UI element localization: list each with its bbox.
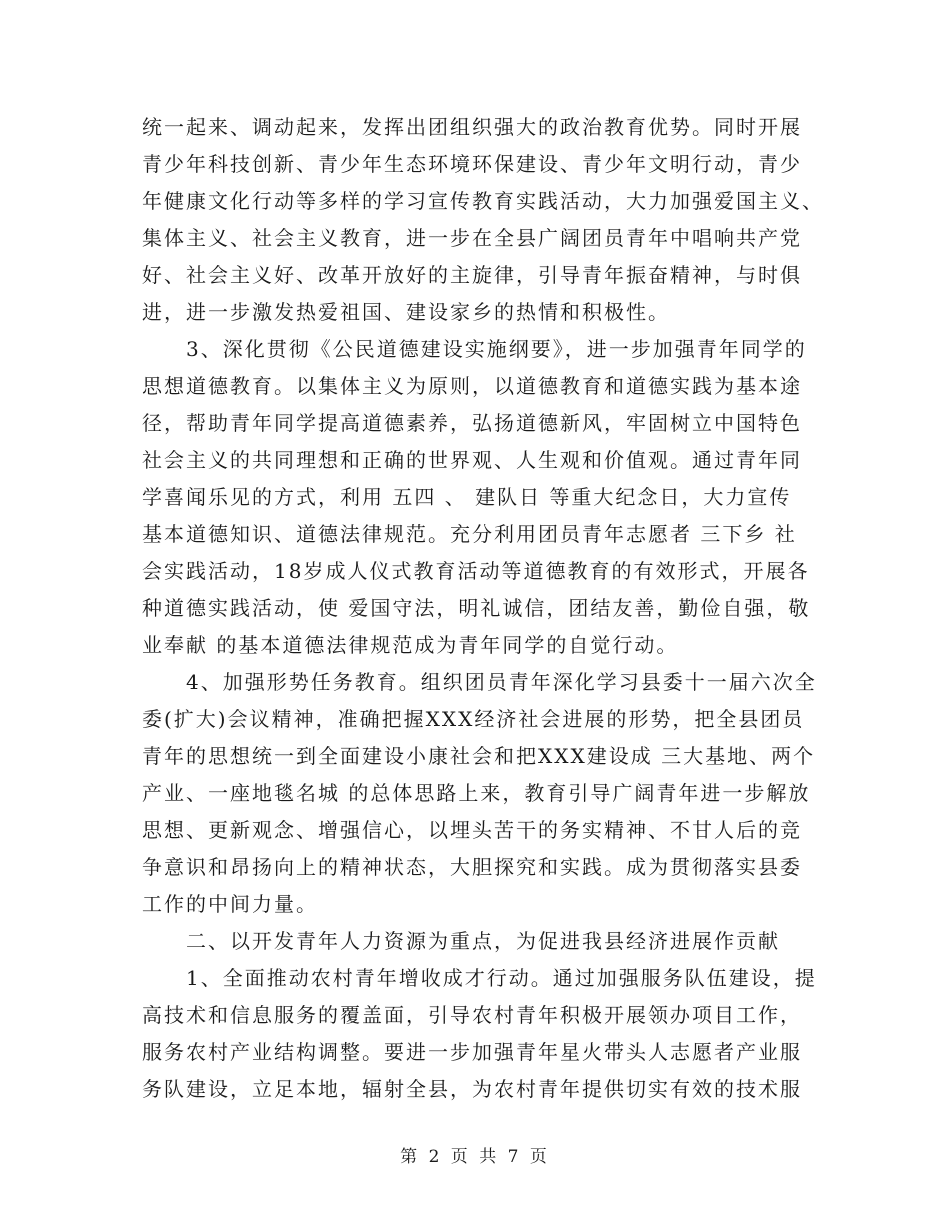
page-number-footer: 第 2 页 共 7 页: [400, 1147, 550, 1167]
text-line: 委(扩大)会议精神，准确把握XXX经济社会进展的形势，把全县团员: [142, 707, 805, 731]
text-line: 社会主义的共同理想和正确的世界观、人生观和价值观。通过青年同: [142, 448, 802, 472]
text-line: 业奉献 的基本道德法律规范成为青年同学的自觉行动。: [142, 633, 679, 657]
text-line: 学喜闻乐见的方式，利用 五四 、 建队日 等重大纪念日，大力宣传: [142, 485, 792, 509]
text-line: 青少年科技创新、青少年生态环境环保建设、青少年文明行动，青少: [142, 152, 802, 176]
text-line: 种道德实践活动，使 爱国守法，明礼诚信，团结友善，勤俭自强，敬: [142, 596, 811, 620]
text-line: 4、加强形势任务教育。组织团员青年深化学习县委十一届六次全: [186, 670, 817, 694]
text-line: 好、社会主义好、改革开放好的主旋律，引导青年振奋精神，与时俱: [142, 263, 802, 287]
text-line: 3、深化贯彻《公民道德建设实施纲要》，进一步加强青年同学的: [186, 337, 807, 361]
text-line: 会实践活动，18岁成人仪式教育活动等道德教育的有效形式，开展各: [142, 559, 810, 583]
text-line: 高技术和信息服务的覆盖面，引导农村青年积极开展领办项目工作，: [142, 1003, 802, 1027]
text-line: 思想道德教育。以集体主义为原则，以道德教育和道德实践为基本途: [142, 374, 802, 398]
text-line: 产业、一座地毯名城 的总体思路上来，教育引导广阔青年进一步解放: [142, 781, 811, 805]
text-line: 争意识和昂扬向上的精神状态，大胆探究和实践。成为贯彻落实县委: [142, 855, 802, 879]
text-line: 年健康文化行动等多样的学习宣传教育实践活动，大力加强爱国主义、: [142, 189, 824, 213]
text-line: 径，帮助青年同学提高道德素养，弘扬道德新风，牢固树立中国特色: [142, 411, 802, 435]
text-line: 基本道德知识、道德法律规范。充分利用团员青年志愿者 三下乡 社: [142, 522, 797, 546]
text-line: 青年的思想统一到全面建设小康社会和把XXX建设成 三大基地、两个: [142, 744, 816, 768]
text-line: 工作的中间力量。: [142, 892, 318, 916]
section-heading: 二、以开发青年人力资源为重点，为促进我县经济进展作贡献: [186, 929, 780, 953]
text-line: 统一起来、调动起来，发挥出团组织强大的政治教育优势。同时开展: [142, 115, 802, 139]
text-line: 务队建设，立足本地，辐射全县，为农村青年提供切实有效的技术服: [142, 1077, 802, 1101]
text-line: 集体主义、社会主义教育，进一步在全县广阔团员青年中唱响共产党: [142, 226, 802, 250]
text-line: 进，进一步激发热爱祖国、建设家乡的热情和积极性。: [142, 300, 670, 324]
text-line: 思想、更新观念、增强信心，以埋头苦干的务实精神、不甘人后的竞: [142, 818, 802, 842]
text-line: 1、全面推动农村青年增收成才行动。通过加强服务队伍建设，提: [186, 966, 817, 990]
text-line: 服务农村产业结构调整。要进一步加强青年星火带头人志愿者产业服: [142, 1040, 802, 1064]
